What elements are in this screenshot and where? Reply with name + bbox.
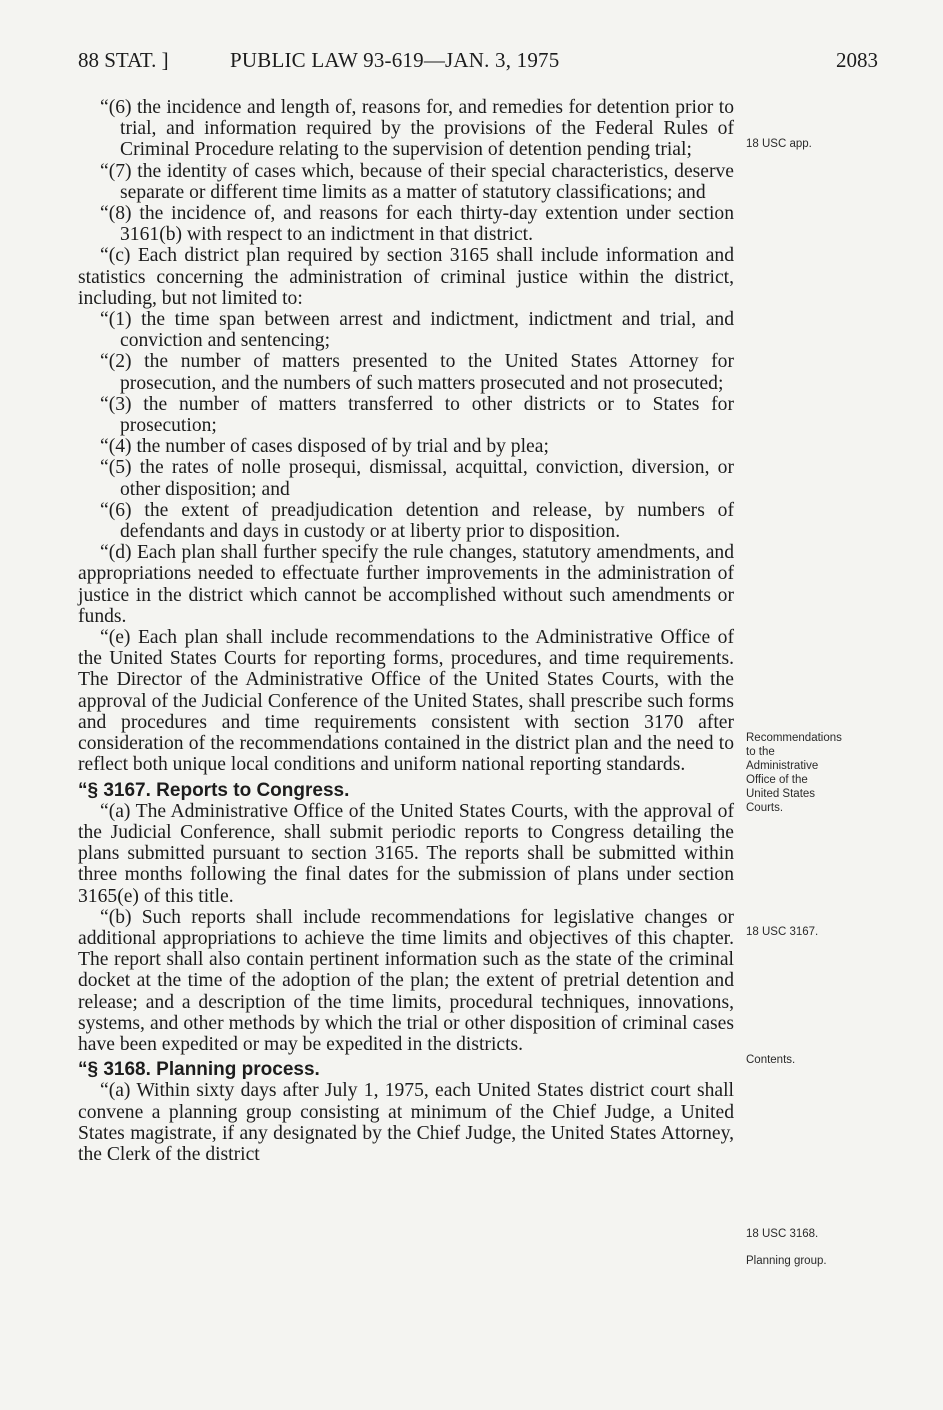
header-page-number: 2083 — [836, 48, 878, 72]
paragraph-a8: “(8) the incidence of, and reasons for each thirty-day extention under section 3161(b) with respect to an indictment in that district. — [100, 203, 734, 246]
margin-note-18-usc-app: 18 USC app. — [746, 138, 812, 150]
paragraph-a6: “(6) the incidence and length of, reasons for, and remedies for detention prior to trial, and information required by the provisions of the Federal Rules of Criminal Procedure relating to the supervision of detention pending trial; — [100, 97, 734, 161]
paragraph-d: “(d) Each plan shall further specify the rule changes, statutory amendments, and appropriations needed to effectuate further improvements in the administration of justice in the district which cannot be accomplished without such amendments or funds. — [78, 542, 734, 627]
paragraph-3167-a: “(a) The Administrative Office of the United States Courts, with the approval of the Judicial Conference, shall submit periodic reports to Congress detailing the plans submitted pursuant to section 3165. The reports shall be submitted within three months following the final dates for the submission of plans under section 3165(e) of this title. — [78, 800, 734, 907]
margin-note-recommendations: Recommendations to the Administrative Office of the United States Courts. — [746, 732, 842, 814]
paragraph-c3: “(3) the number of matters transferred to other districts or to States for prosecution; — [100, 393, 734, 437]
margin-note-contents: Contents. — [746, 1054, 796, 1066]
paragraph-a7: “(7) the identity of cases which, because of their special characteristics, deserve separate or different time limits as a matter of statutory classifications; and — [100, 160, 734, 203]
paragraph-e: “(e) Each plan shall include recommendations to the Administrative Office of the United States Courts for reporting forms, procedures, and time requirements. The Director of the Administrative Office of the United States Courts, with the approval of the Judicial Conference of the United States, shall prescribe such forms and procedures and time requirements consistent with section 3170 after consideration of the recommendations contained in the district plan and the need to reflect both unique local conditions and uniform national reporting standards. — [78, 627, 734, 776]
header-title: PUBLIC LAW 93-619—JAN. 3, 1975 — [230, 48, 560, 72]
paragraph-c6: “(6) the extent of preadjudication detention and release, by numbers of defendants and days in custody or at liberty prior to disposition. — [100, 499, 734, 543]
header-volume: 88 STAT. ] — [78, 48, 169, 72]
paragraph-c4: “(4) the number of cases disposed of by trial and by plea; — [100, 436, 549, 458]
page-header — [78, 48, 878, 78]
section-3168-heading: “§ 3168. Planning process. — [78, 1059, 320, 1081]
body-text — [78, 97, 734, 1165]
paragraph-c: “(c) Each district plan required by section 3165 shall include information and statistics concerning the administration of criminal justice within the district, including, but not limited to: — [78, 245, 734, 309]
paragraph-c2: “(2) the number of matters presented to the United States Attorney for prosecution, and the numbers of such matters prosecuted and not prosecuted; — [100, 351, 734, 394]
margin-note-planning-group: Planning group. — [746, 1255, 827, 1267]
paragraph-c5: “(5) the rates of nolle prosequi, dismissal, acquittal, conviction, diversion, or other disposition; and — [100, 457, 734, 500]
paragraph-3168-a: “(a) Within sixty days after July 1, 1975, each United States district court shall convene a planning group consisting at minimum of the Chief Judge, a United States magistrate, if any designated by the Chief Judge, the United States Attorney, the Clerk of the district — [78, 1080, 734, 1165]
paragraph-c1: “(1) the time span between arrest and indictment, indictment and trial, and conviction and sentencing; — [100, 309, 734, 352]
section-3167-heading: “§ 3167. Reports to Congress. — [78, 779, 350, 801]
paragraph-3167-b: “(b) Such reports shall include recommendations for legislative changes or additional appropriations to achieve the time limits and objectives of this chapter. The report shall also contain pertinent information such as the state of the criminal docket at the time of the adoption of the plan; the extent of pretrial detention and release; and a description of the time limits, procedural techniques, innovations, systems, and other methods by which the trial or other disposition of criminal cases have been expedited or may be expedited in the districts. — [78, 906, 734, 1055]
margin-note-18-usc-3167: 18 USC 3167. — [746, 926, 819, 938]
margin-note-18-usc-3168: 18 USC 3168. — [746, 1228, 819, 1240]
